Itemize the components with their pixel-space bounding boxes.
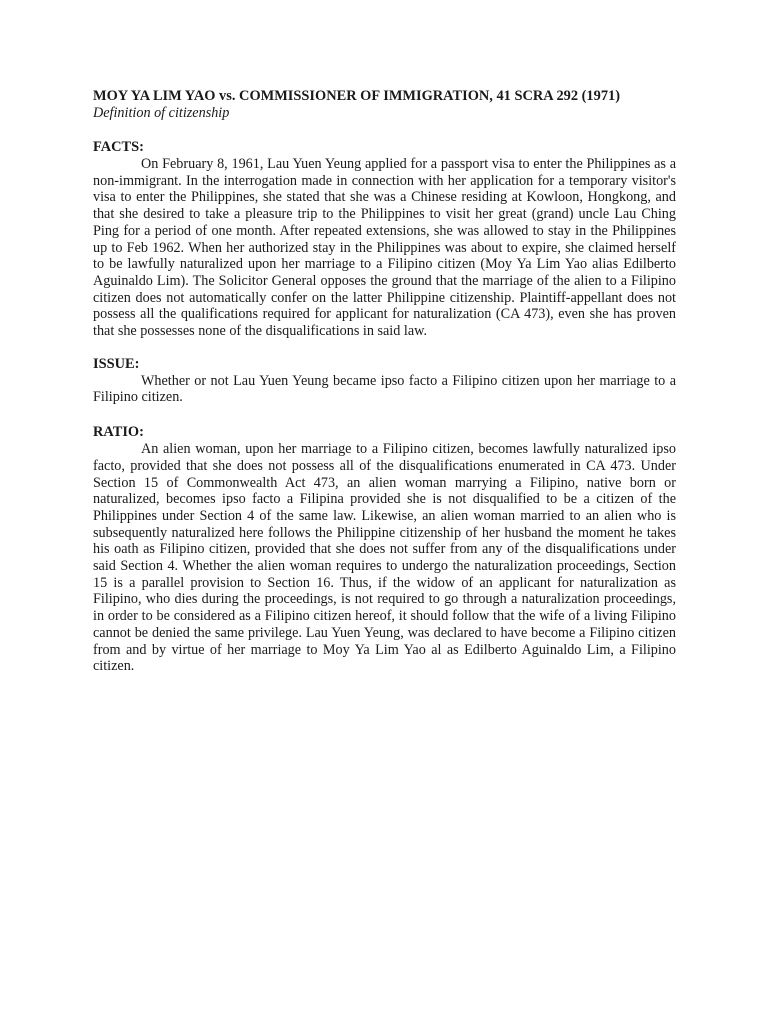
document-page bbox=[93, 88, 676, 692]
issue-paragraph: Whether or not Lau Yuen Yeung became ipso facto a Filipino citizen upon her marriage to a Filipino citizen. bbox=[93, 372, 676, 406]
facts-paragraph: On February 8, 1961, Lau Yuen Yeung applied for a passport visa to enter the Philippines as a non-immigrant. In the interrogation made in connection with her application for a temporary visitor's visa to enter the Philippines, she stated that she was a Chinese residing at Kowloon, Hongkong, and that she desired to take a pleasure trip to the Philippines to visit her great (grand) uncle Lau Ching Ping for a period of one month. After repeated extensions, she was allowed to stay in the Philippines up to Feb 1962. When her authorized stay in the Philippines was about to expire, she claimed herself to be lawfully naturalized upon her marriage to a Filipino citizen (Moy Ya Lim Yao alias Edilberto Aguinaldo Lim). The Solicitor General opposes the ground that the marriage of the alien to a Filipino citizen does not automatically confer on the latter Philippine citizenship. Plaintiff-appellant does not possess all the qualifications required for applicant for naturalization (CA 473), even she has proven that she possesses none of the disqualifications in said law. bbox=[93, 156, 676, 340]
ratio-paragraph: An alien woman, upon her marriage to a Filipino citizen, becomes lawfully naturalized ipso facto, provided that she does not possess all of the disqualifications enumerated in CA 473. Under Section 15 of Commonwealth Act 473, an alien woman marrying a Filipino, native born or naturalized, becomes ipso facto a Filipina provided she is not disqualified to be a citizen of the Philippines under Section 4 of the same law. Likewise, an alien woman married to an alien who is subsequently naturalized here follows the Philippine citizenship of her husband the moment he takes his oath as Filipino citizen, provided that she does not suffer from any of the disqualifications under said Section 4. Whether the alien woman requires to undergo the naturalization proceedings, Section 15 is a parallel provision to Section 16. Thus, if the widow of an applicant for naturalization as Filipino, who dies during the proceedings, is not required to go through a naturalization proceedings, in order to be considered as a Filipino citizen hereof, it should follow that the wife of a living Filipino cannot be denied the same privilege. Lau Yuen Yeung, was declared to have become a Filipino citizen from and by virtue of her marriage to Moy Ya Lim Yao al as Edilberto Aguinaldo Lim, a Filipino citizen. bbox=[93, 441, 676, 675]
ratio-heading: RATIO: bbox=[93, 424, 144, 441]
facts-heading: FACTS: bbox=[93, 139, 144, 155]
document-subtitle: Definition of citizenship bbox=[93, 105, 230, 121]
issue-section bbox=[93, 356, 676, 406]
facts-section bbox=[93, 139, 676, 340]
issue-heading: ISSUE: bbox=[93, 355, 140, 372]
ratio-section bbox=[93, 424, 676, 675]
document-title: MOY YA LIM YAO vs. COMMISSIONER OF IMMIGRATION, 41 SCRA 292 (1971) bbox=[93, 88, 621, 104]
